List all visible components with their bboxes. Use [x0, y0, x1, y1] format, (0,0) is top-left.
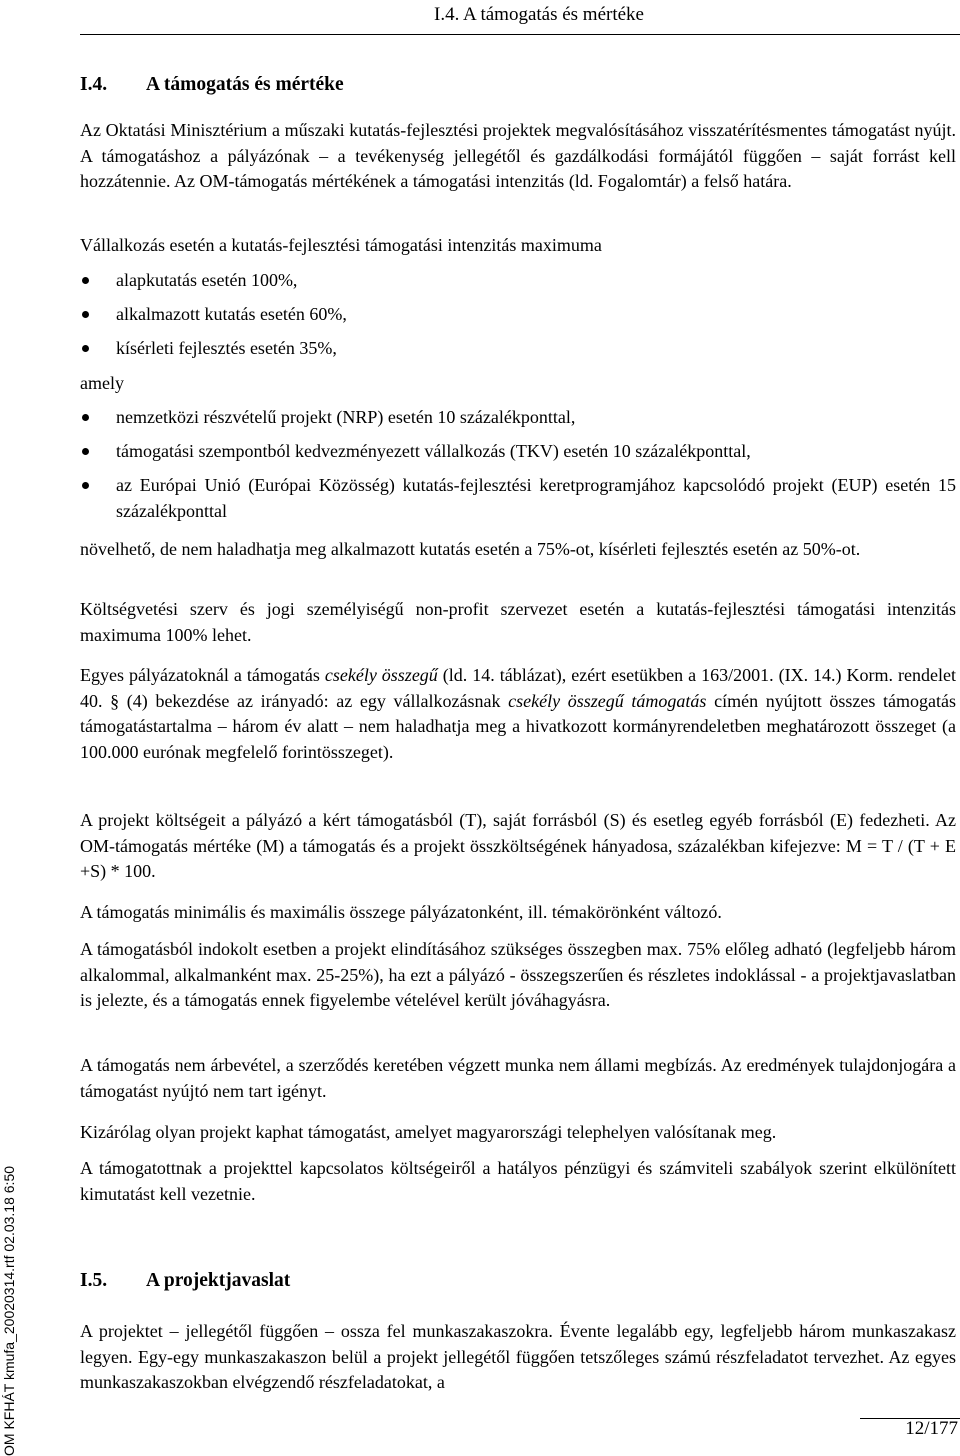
section-title: A projektjavaslat — [146, 1270, 291, 1291]
header-divider — [80, 34, 960, 35]
list-item: kísérleti fejlesztés esetén 35%, — [80, 336, 956, 362]
paragraph-csekely-osszegu — [80, 663, 956, 766]
list-item: alkalmazott kutatás esetén 60%, — [80, 302, 956, 328]
section-number: I.5. — [80, 1270, 108, 1291]
paragraph-min-max: A támogatás minimális és maximális összege pályázatonként, ill. témakörönként változó. — [80, 902, 722, 922]
text-run: címén nyújtott összes támogatás támogatástartalma – három év alatt – nem haladhatja meg a hivatkozott kormányrendeletben meghatározott összeget (a 100.000 eurónak megfelelő forintösszeget). — [80, 690, 956, 763]
paragraph-projektjavaslat: A projektet – jellegétől függően – ossza fel munkaszakaszokra. Évente legalább egy, legfeljebb három munkaszakasz legyen. Egy-egy munkaszakaszon belül a projekt jellegétől függően tetszőleges számú részfeladatot tervezhet. Az egyes munkaszakaszokban elvégzendő részfeladatokat, a — [80, 1321, 956, 1393]
paragraph-kizarolag: Kizárólag olyan projekt kaphat támogatást, amelyet magyarországi telephelyen valósítanak meg. — [80, 1122, 777, 1142]
list-item: támogatási szempontból kedvezményezett vállalkozás (TKV) esetén 10 százalékponttal, — [80, 439, 956, 465]
paragraph-intensity-intro: Vállalkozás esetén a kutatás-fejlesztési támogatási intenzitás maximuma — [80, 235, 602, 255]
text-run-italic: csekély összegű — [324, 665, 438, 685]
running-header-title: I.4. A támogatás és mértéke — [434, 4, 644, 25]
paragraph-projekt-koltseg: A projekt költségeit a pályázó a kért támogatásból (T), saját forrásból (S) és esetleg egyéb forrásból (E) fedezheti. Az OM-támogatás mértéke (M) a támogatás és a projekt összköltségének hányadosa, százalékban kifejezve: M = T / (T + E +S) * 100. — [80, 810, 956, 882]
paragraph-novelheto: növelhető, de nem haladhatja meg alkalmazott kutatás esetén a 75%-ot, kísérleti fejlesztés esetén az 50%-ot. — [80, 539, 861, 559]
list-item: az Európai Unió (Európai Közösség) kutatás-fejlesztési keretprogramjához kapcsolódó projekt (EUP) esetén 15 százalékponttal — [80, 473, 956, 524]
list-item: alapkutatás esetén 100%, — [80, 268, 956, 294]
paragraph-tamogatott: A támogatottnak a projekttel kapcsolatos költségeiről a hatályos pénzügyi és számviteli szabályok szerint elkülönített kimutatást kell vezetnie. — [80, 1158, 956, 1204]
paragraph-nem-arbevetel: A támogatás nem árbevétel, a szerződés keretében végzett munka nem állami megbízás. Az eredmények tulajdonjogára a támogatást nyújtó nem tart igényt. — [80, 1055, 956, 1101]
section-title: A támogatás és mértéke — [146, 74, 344, 95]
bonus-list — [80, 405, 956, 533]
text-run: Egyes pályázatoknál a támogatás — [80, 665, 325, 685]
paragraph-amely: amely — [80, 373, 124, 393]
paragraph-intro: Az Oktatási Minisztérium a műszaki kutatás-fejlesztési projektek megvalósításához visszatérítésmentes támogatást nyújt. A támogatáshoz a pályázónak – a tevékenység jellegétől és gazdálkodási formájától függően – saját forrást kell hozzátennie. Az OM-támogatás mértékének a támogatási intenzitás (ld. Fogalomtár) a felső határa. — [80, 120, 956, 192]
text-run: (ld. 14. táblázat), ezért esetükben a 163/2001. (IX. 14.) Korm. rendelet 40. § (4) bekezdése az irányadó: az egy vállalkozásnak — [80, 665, 956, 711]
page-number: 12/177 — [905, 1418, 958, 1439]
intensity-list — [80, 268, 956, 371]
paragraph-eloleg: A támogatásból indokolt esetben a projekt elindításához szükséges összegben max. 75% előleg adható (legfeljebb három alkalommal, alkalmanként max. 25-25%), ha ezt a pályázó - összegszerűen és részletes indoklással - a projektjavaslatban is jelezte, és a támogatás ennek figyelembe vételével került jóváhagyásra. — [80, 939, 956, 1011]
paragraph-koltsegvetesi: Költségvetési szerv és jogi személyiségű non-profit szervezet esetén a kutatás-fejlesztési támogatási intenzitás maximuma 100% lehet. — [80, 599, 956, 645]
section-heading-i5 — [80, 1270, 290, 1292]
text-run-italic: csekély összegű támogatás — [508, 690, 707, 711]
section-number: I.4. — [80, 74, 108, 95]
list-item: nemzetközi részvételű projekt (NRP) esetén 10 százalékponttal, — [80, 405, 956, 431]
side-file-stamp: OM KFHÁT kmufa_20020314.rtf 02.03.18 6:50 — [1, 1165, 17, 1456]
section-heading-i4 — [80, 74, 344, 96]
